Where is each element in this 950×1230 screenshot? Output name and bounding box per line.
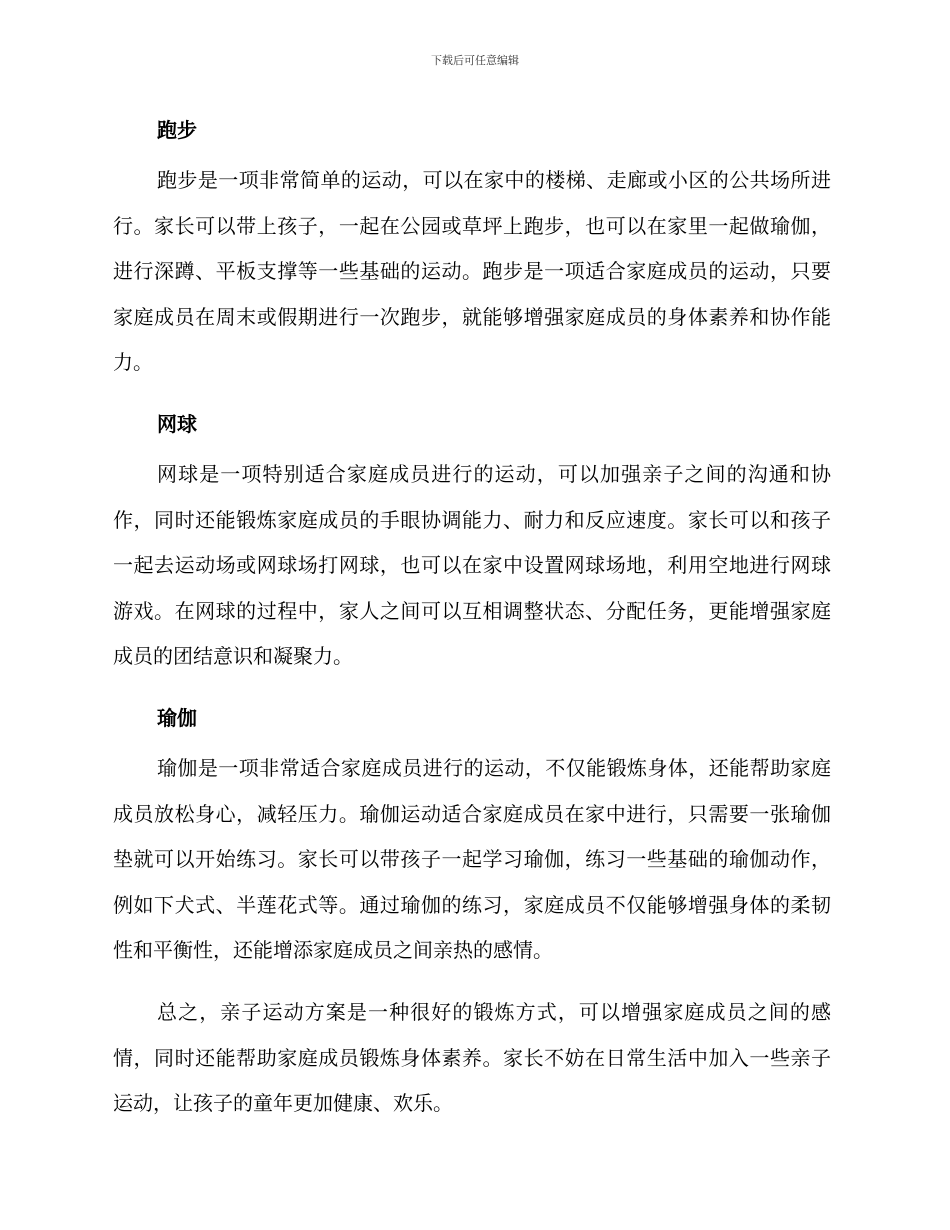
section-heading: 瑜伽 [157,705,197,730]
section-yoga [113,696,831,974]
page-header: 下载后可任意编辑 [431,54,519,67]
section-paragraph: 跑步是一项非常简单的运动，可以在家中的楼梯、走廊或小区的公共场所进行。家长可以带上孩子，一起在公园或草坪上跑步，也可以在家里一起做瑜伽，进行深蹲、平板支撑等一些基础的运动。跑步是一项适合家庭成员的运动，只要家庭成员在周末或假期进行一次跑步，就能够增强家庭成员的身体素养和协作能力。 [113,168,831,375]
section-heading: 跑步 [157,118,197,142]
section-running [113,108,831,386]
section-heading: 网球 [157,411,197,436]
conclusion-paragraph: 总之，亲子运动方案是一种很好的锻炼方式，可以增强家庭成员之间的感情，同时还能帮助家庭成员锻炼身体素养。家长不妨在日常生活中加入一些亲子运动，让孩子的童年更加健康、欢乐。 [113,999,831,1116]
document-body [113,108,831,1143]
section-paragraph: 网球是一项特别适合家庭成员进行的运动，可以加强亲子之间的沟通和协作，同时还能锻炼家庭成员的手眼协调能力、耐力和反应速度。家长可以和孩子一起去运动场或网球场打网球，也可以在家中设置网球场地，利用空地进行网球游戏。在网球的过程中，家人之间可以互相调整状态、分配任务，更能增强家庭成员的团结意识和凝聚力。 [113,461,831,669]
section-tennis [113,402,831,680]
section-paragraph: 瑜伽是一项非常适合家庭成员进行的运动，不仅能锻炼身体，还能帮助家庭成员放松身心，减轻压力。瑜伽运动适合家庭成员在家中进行，只需要一张瑜伽垫就可以开始练习。家长可以带孩子一起学习瑜伽，练习一些基础的瑜伽动作，例如下犬式、半莲花式等。通过瑜伽的练习，家庭成员不仅能够增强身体的柔韧性和平衡性，还能增添家庭成员之间亲热的感情。 [113,755,831,963]
